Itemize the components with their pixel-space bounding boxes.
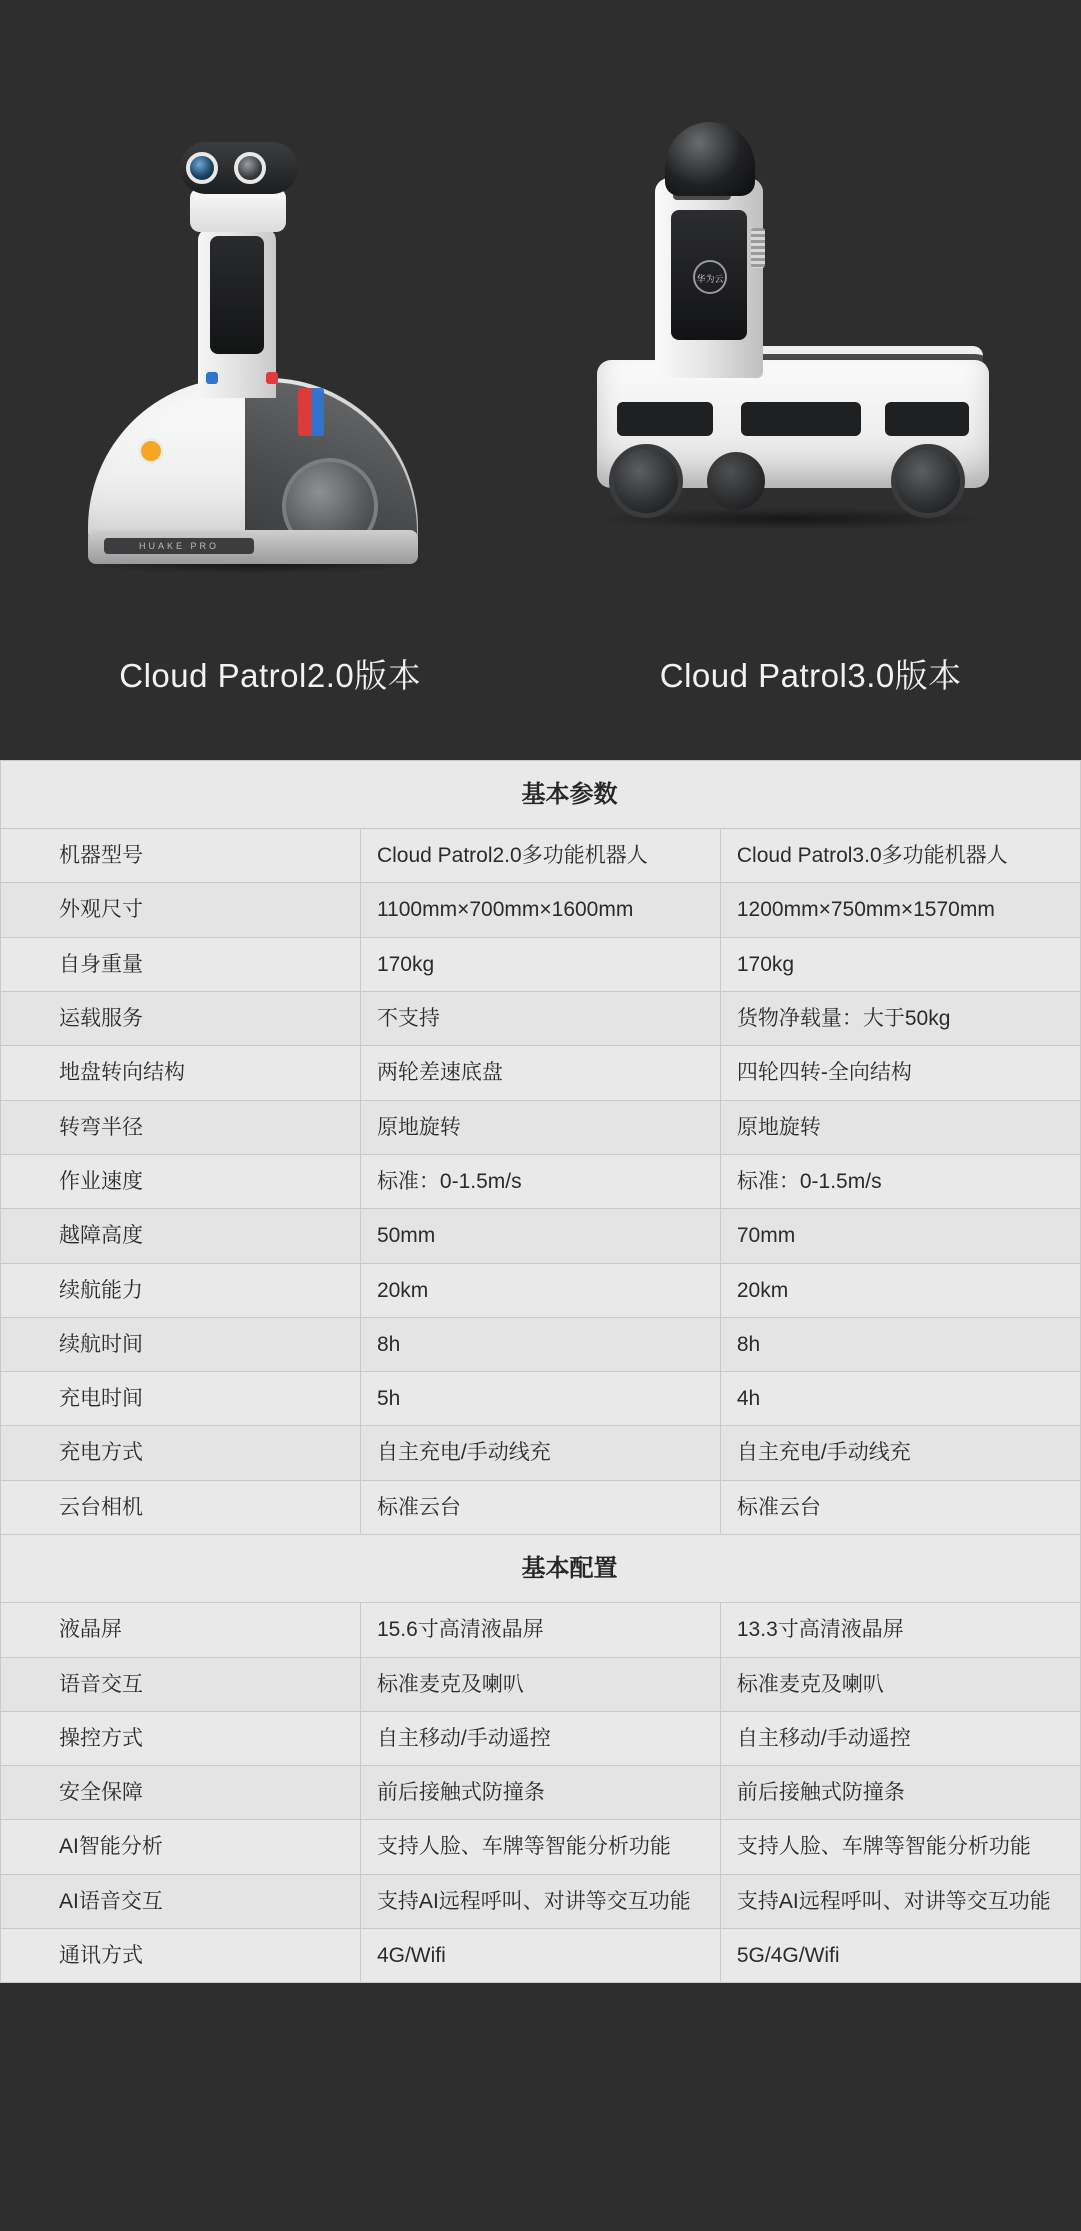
row-value-v3: 1200mm×750mm×1570mm: [720, 883, 1080, 937]
row-label: AI智能分析: [1, 1820, 361, 1874]
product-image-cloud-patrol-3: [555, 60, 1035, 620]
row-value-v2: 支持人脸、车牌等智能分析功能: [360, 1820, 720, 1874]
row-value-v3: 8h: [720, 1317, 1080, 1371]
table-row: [1, 883, 1081, 937]
product-captions: [0, 650, 1081, 697]
table-row: [1, 1426, 1081, 1480]
caption-cloud-patrol-3: Cloud Patrol3.0版本: [659, 657, 962, 694]
row-value-v3: 原地旋转: [720, 1100, 1080, 1154]
row-value-v2: 前后接触式防撞条: [360, 1766, 720, 1820]
robot3-sensor-window-rear: [885, 402, 969, 436]
spec-table-body: [1, 761, 1081, 1983]
table-row: [1, 1372, 1081, 1426]
row-value-v3: 4h: [720, 1372, 1080, 1426]
row-value-v2: 8h: [360, 1317, 720, 1371]
row-value-v3: 前后接触式防撞条: [720, 1766, 1080, 1820]
row-label: 充电方式: [1, 1426, 361, 1480]
robot2-camera-lens-secondary: [234, 152, 266, 184]
table-row: [1, 1263, 1081, 1317]
robot3-logo-badge: 华为云: [693, 260, 727, 294]
row-value-v2: 自主移动/手动遥控: [360, 1711, 720, 1765]
row-value-v2: 1100mm×700mm×1600mm: [360, 883, 720, 937]
table-row: [1, 937, 1081, 991]
robot2-indicator-blue: [206, 372, 218, 384]
row-label: 越障高度: [1, 1209, 361, 1263]
product-image-cloud-patrol-2: [30, 60, 510, 620]
row-label: 续航能力: [1, 1263, 361, 1317]
row-value-v3: 20km: [720, 1263, 1080, 1317]
robot3-sensor-window-mid: [741, 402, 861, 436]
row-label: 作业速度: [1, 1154, 361, 1208]
row-value-v2: 不支持: [360, 992, 720, 1046]
robot2-side-marker: [298, 388, 324, 436]
row-label: 机器型号: [1, 829, 361, 883]
row-value-v3: 四轮四转-全向结构: [720, 1046, 1080, 1100]
row-label: 安全保障: [1, 1766, 361, 1820]
row-value-v2: 20km: [360, 1263, 720, 1317]
table-row: [1, 1929, 1081, 1983]
row-label: 充电时间: [1, 1372, 361, 1426]
row-value-v3: 70mm: [720, 1209, 1080, 1263]
row-label: AI语音交互: [1, 1874, 361, 1928]
row-label: 通讯方式: [1, 1929, 361, 1983]
robot3-wheel-rear: [891, 444, 965, 518]
row-value-v3: 170kg: [720, 937, 1080, 991]
row-label: 运载服务: [1, 992, 361, 1046]
section-title: 基本参数: [1, 761, 1081, 829]
row-value-v3: 标准麦克及喇叭: [720, 1657, 1080, 1711]
table-row: [1, 1209, 1081, 1263]
robot3-wheel-front: [609, 444, 683, 518]
row-value-v3: 自主移动/手动遥控: [720, 1711, 1080, 1765]
table-row: [1, 1711, 1081, 1765]
robot3-wheel-mid: [707, 452, 765, 510]
table-row: [1, 1603, 1081, 1657]
robot2-logo-badge: [138, 438, 164, 464]
row-value-v2: 自主充电/手动线充: [360, 1426, 720, 1480]
robot2-indicator-red: [266, 372, 278, 384]
row-label: 云台相机: [1, 1480, 361, 1534]
robot3-camera-dome: [665, 122, 755, 196]
robot2-display-panel: [210, 236, 264, 354]
row-value-v3: 5G/4G/Wifi: [720, 1929, 1080, 1983]
robot2-brand-strip: HUAKE PRO: [104, 538, 254, 554]
row-label: 语音交互: [1, 1657, 361, 1711]
row-value-v2: 50mm: [360, 1209, 720, 1263]
row-label: 转弯半径: [1, 1100, 361, 1154]
row-value-v3: 支持人脸、车牌等智能分析功能: [720, 1820, 1080, 1874]
table-row: [1, 1766, 1081, 1820]
row-value-v3: Cloud Patrol3.0多功能机器人: [720, 829, 1080, 883]
section-title: 基本配置: [1, 1535, 1081, 1603]
row-value-v3: 标准云台: [720, 1480, 1080, 1534]
table-row: [1, 1154, 1081, 1208]
row-value-v2: 15.6寸高清液晶屏: [360, 1603, 720, 1657]
row-label: 地盘转向结构: [1, 1046, 361, 1100]
specification-table: [0, 760, 1081, 1983]
row-value-v2: 标准云台: [360, 1480, 720, 1534]
table-row: [1, 1317, 1081, 1371]
table-row: [1, 1657, 1081, 1711]
row-value-v2: 支持AI远程呼叫、对讲等交互功能: [360, 1874, 720, 1928]
row-value-v3: 标准：0-1.5m/s: [720, 1154, 1080, 1208]
section-header-basic-parameters: [1, 761, 1081, 829]
table-row: [1, 1874, 1081, 1928]
row-value-v2: 标准麦克及喇叭: [360, 1657, 720, 1711]
row-label: 续航时间: [1, 1317, 361, 1371]
row-label: 外观尺寸: [1, 883, 361, 937]
row-value-v3: 货物净载量：大于50kg: [720, 992, 1080, 1046]
caption-cloud-patrol-2: Cloud Patrol2.0版本: [119, 657, 422, 694]
table-row: [1, 1046, 1081, 1100]
row-value-v2: 两轮差速底盘: [360, 1046, 720, 1100]
row-label: 操控方式: [1, 1711, 361, 1765]
row-label: 自身重量: [1, 937, 361, 991]
row-value-v2: 原地旋转: [360, 1100, 720, 1154]
table-row: [1, 829, 1081, 883]
row-value-v2: 170kg: [360, 937, 720, 991]
row-value-v2: Cloud Patrol2.0多功能机器人: [360, 829, 720, 883]
product-hero: [0, 0, 1081, 760]
robot3-vent-grill: [751, 228, 765, 268]
row-value-v3: 自主充电/手动线充: [720, 1426, 1080, 1480]
row-value-v2: 标准：0-1.5m/s: [360, 1154, 720, 1208]
table-row: [1, 1820, 1081, 1874]
row-value-v3: 13.3寸高清液晶屏: [720, 1603, 1080, 1657]
row-value-v2: 4G/Wifi: [360, 1929, 720, 1983]
section-header-basic-configuration: [1, 1535, 1081, 1603]
row-value-v2: 5h: [360, 1372, 720, 1426]
row-label: 液晶屏: [1, 1603, 361, 1657]
robot2-camera-lens-primary: [186, 152, 218, 184]
robot2-head-mount: [190, 188, 286, 232]
row-value-v3: 支持AI远程呼叫、对讲等交互功能: [720, 1874, 1080, 1928]
table-row: [1, 1480, 1081, 1534]
table-row: [1, 992, 1081, 1046]
table-row: [1, 1100, 1081, 1154]
robot3-sensor-window-front: [617, 402, 713, 436]
